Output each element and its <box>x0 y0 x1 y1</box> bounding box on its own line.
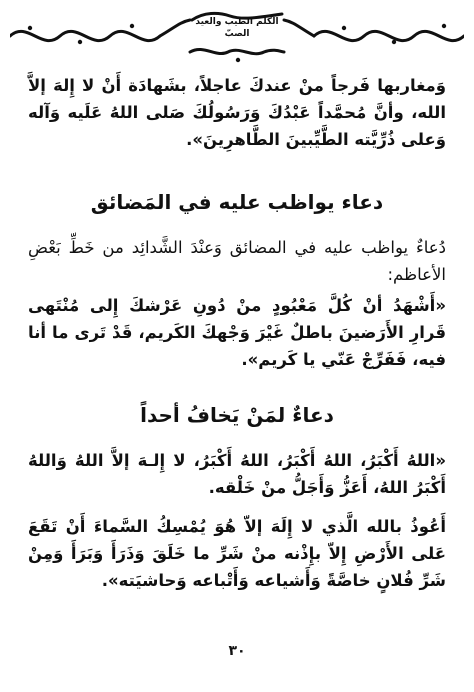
paragraph-2 <box>28 234 446 286</box>
paragraph-3 <box>28 292 446 372</box>
heading-text-1: دعاء يواظب عليه في المَضائق <box>90 190 384 214</box>
paragraph-5 <box>28 513 446 595</box>
book-title: الكلم الطيب والعيد الصبّ <box>195 17 279 39</box>
section-heading-2 <box>28 399 446 441</box>
paragraph-4 <box>28 447 446 501</box>
heading-text-2: دعاءٌ لمَنْ يَخافُ أحداً <box>140 403 334 427</box>
paragraph-text-2: دُعاءٌ يواظب عليه في المضائق وَعنْدَ الشَّدائِد من خَطِّ بَعْضِ الأعاظم: <box>28 238 446 284</box>
paragraph-text-3: «أَشْهَدُ أنْ كُلَّ مَعْبُودٍ منْ دُونِ عَرْشكَ إِلى مُنْتَهى قَرارِ الأَرَضينَ باطلٌ غَيْرَ وَجْهكَ الكَريم، قَدْ تَرى ما أنا فيه، فَفَرِّجْ عَنّي يا كَريم». <box>28 296 446 369</box>
page-number: ٣٠ <box>228 643 246 659</box>
paragraph-1 <box>28 72 446 165</box>
section-heading-1 <box>28 186 446 228</box>
paragraph-text-4: «اللهُ أَكْبَرُ، اللهُ أَكْبَرُ، اللهُ أَكْبَرُ، لا إِلـهَ إلاَّ اللهُ وَاللهُ أَكْبَرُ اللهُ، أَعَزُّ وَأَجَلُّ منْ خَلْقه. <box>28 451 446 497</box>
page-body <box>28 72 446 595</box>
page-header <box>10 8 464 66</box>
paragraph-text-1: وَمغاربها فَرجاً منْ عندكَ عاجلاً، بشَهادَة أَنْ لا إِلهَ إلاَّ الله، وأنَّ مُحمَّداً عَبْدُكَ وَرَسُولُكَ صَلى اللهُ عَلَيه وَآله وَعلى ذُرِّيَّته الطَّيِّبينَ الطَّاهرِينَ». <box>28 76 446 149</box>
paragraph-text-5: أَعُوذُ بالله الَّذي لا إِلَهَ إلاّ هُوَ يُمْسِكُ السَّماءَ أَنْ تَقَعَ عَلى الأَرْضِ إِلاّ بإِذْنه منْ شَرِّ ما خَلَقَ وَذَرَأَ وَبَرَأَ وَمِنْ شَرِّ فُلانٍ خاصَّةً وَأَشياعه وَأَتْباعه وَحاشيَته». <box>28 517 446 590</box>
